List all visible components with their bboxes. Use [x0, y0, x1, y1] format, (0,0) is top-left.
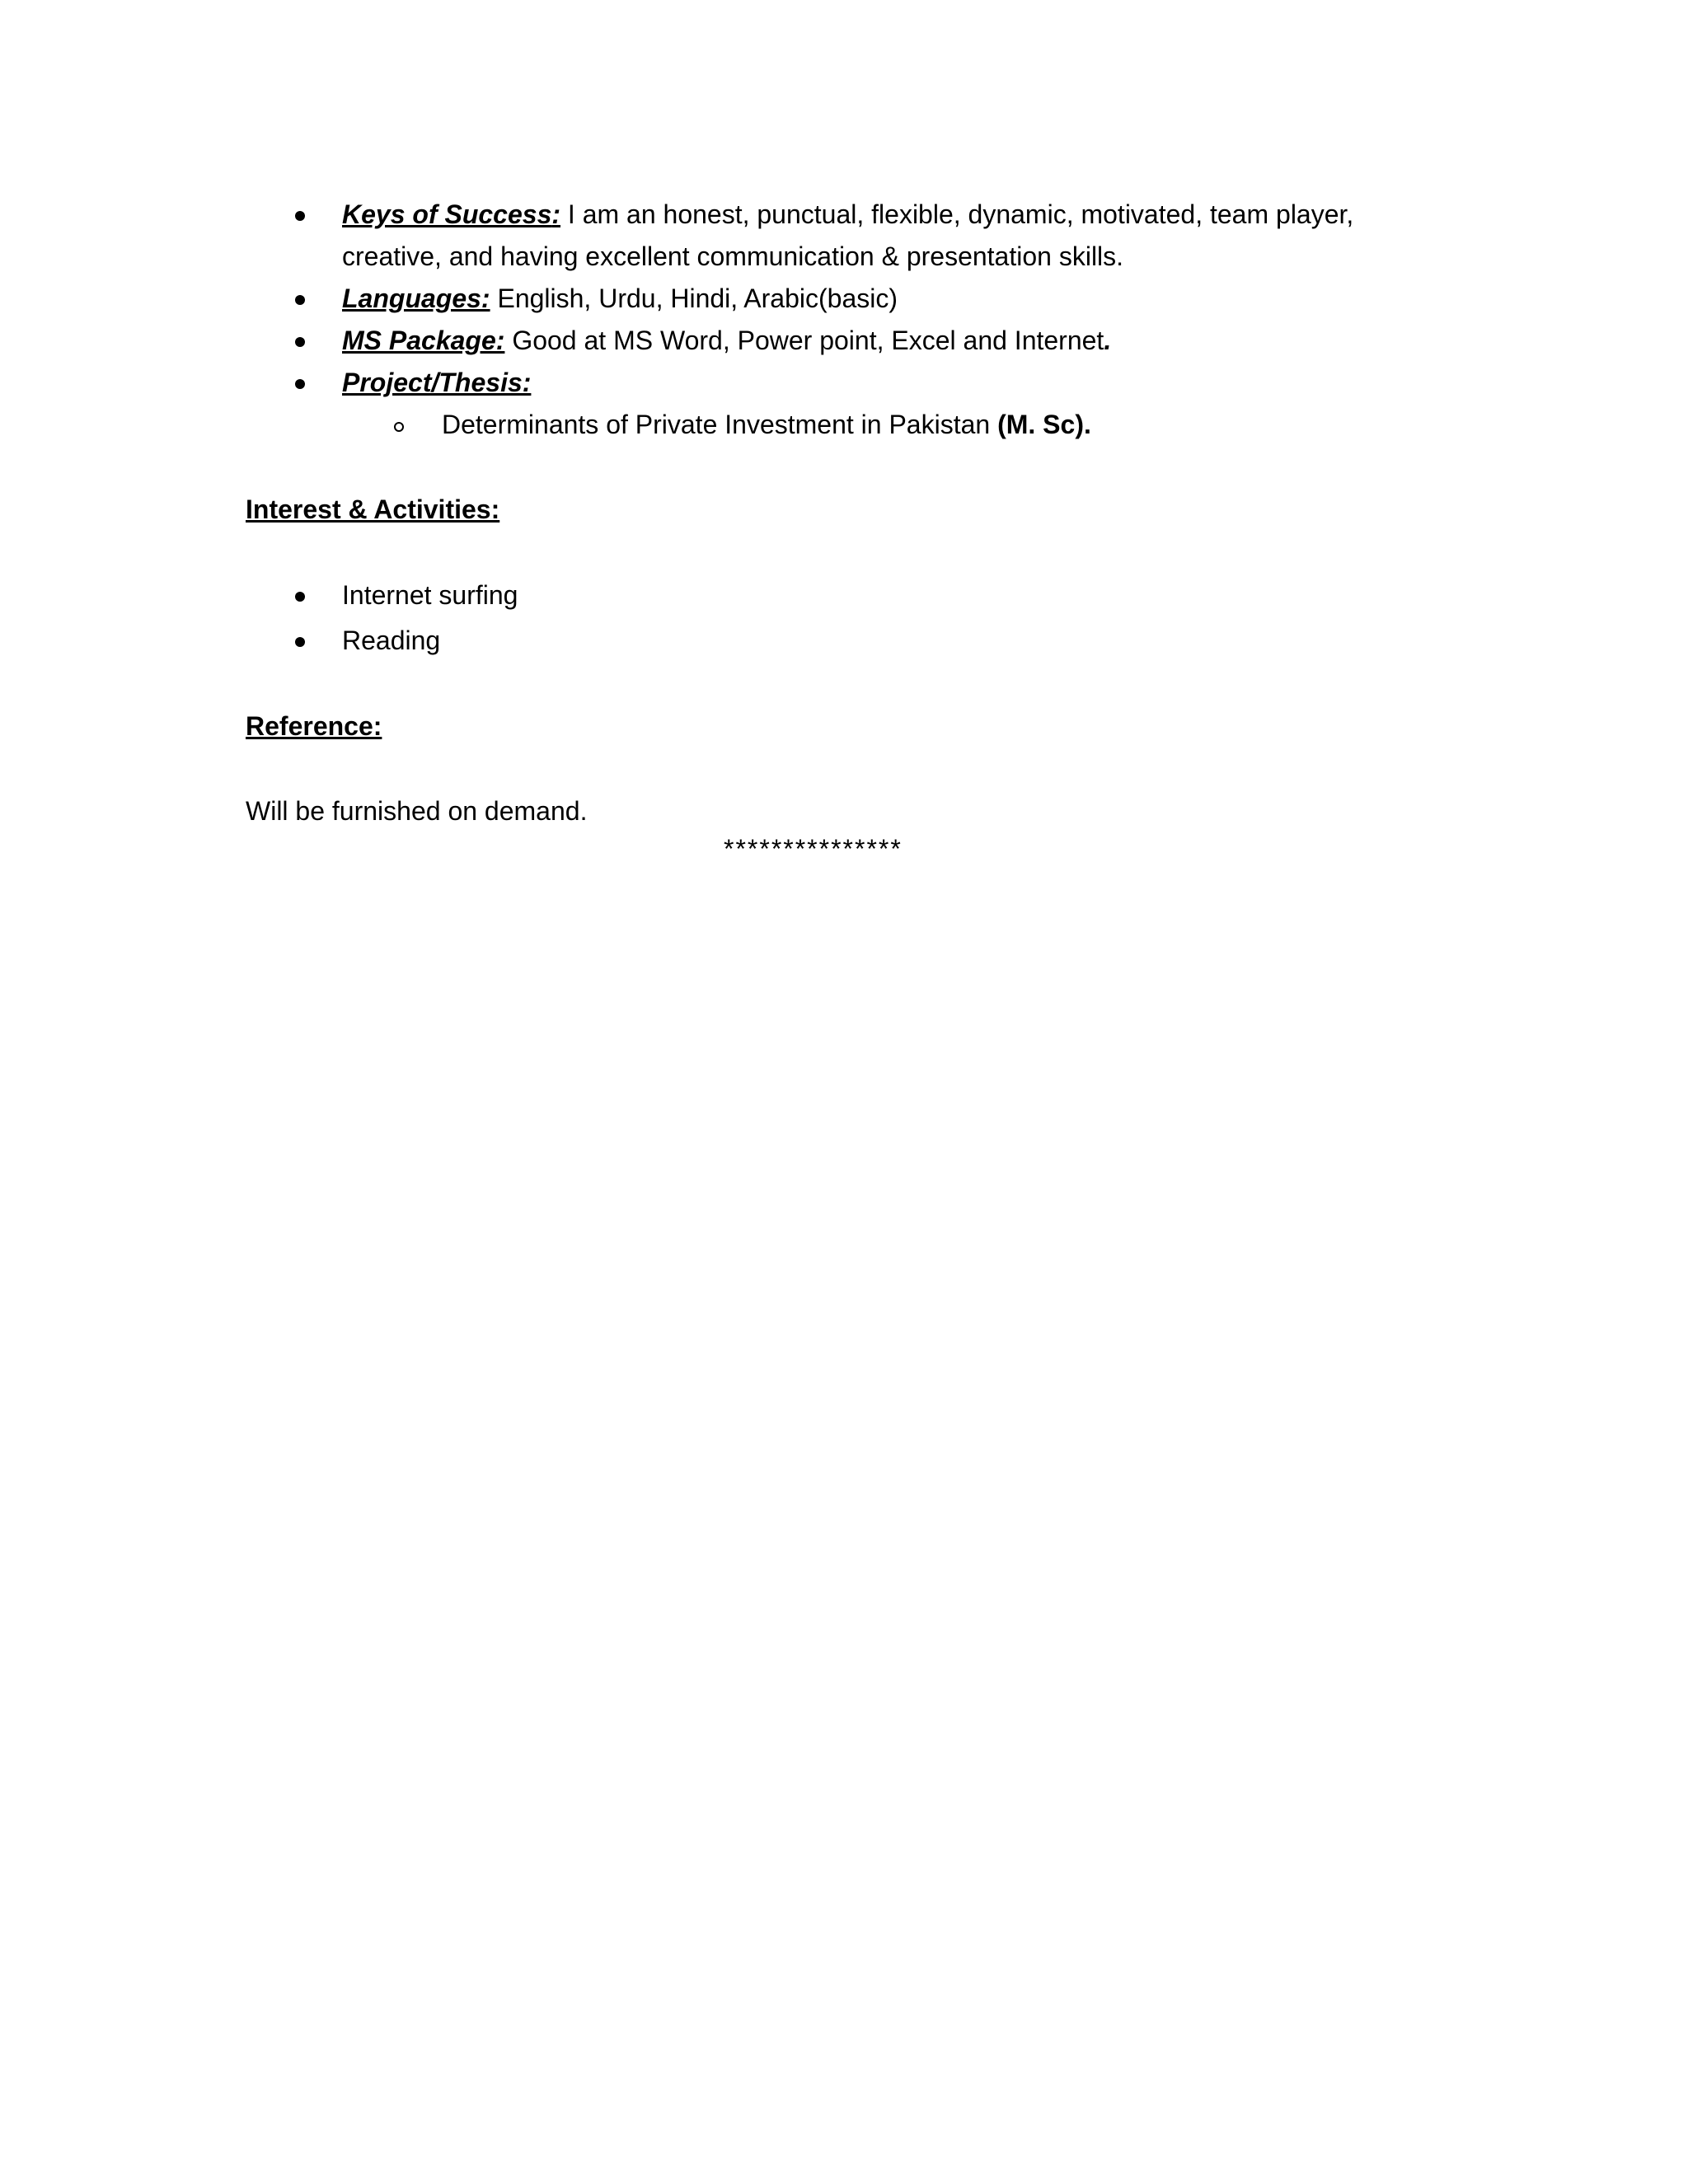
keys-of-success-text: I am an honest, punctual, flexible, dynamic, motivated, team player,	[560, 199, 1354, 229]
ms-package-text: Good at MS Word, Power point, Excel and Internet	[504, 326, 1104, 355]
project-thesis-label: Project/Thesis:	[342, 368, 532, 397]
keys-of-success-item	[342, 196, 1353, 232]
languages-text: English, Urdu, Hindi, Arabic(basic)	[490, 284, 898, 313]
thesis-degree: (M. Sc).	[997, 410, 1091, 439]
keys-of-success-colon: :	[551, 199, 561, 229]
interest-item: Reading	[342, 626, 441, 655]
reference-heading: Reference:	[246, 711, 382, 741]
ms-package-label: MS Package:	[342, 326, 505, 355]
interest-item: Internet surfing	[342, 580, 518, 610]
keys-of-success-continuation: creative, and having excellent communication & presentation skills.	[342, 241, 1124, 271]
end-marker: ***************	[724, 834, 903, 864]
interests-heading: Interest & Activities:	[246, 494, 500, 524]
languages-item	[342, 280, 898, 316]
bullet-icon	[295, 337, 305, 347]
languages-label: Languages:	[342, 284, 490, 313]
reference-text: Will be furnished on demand.	[246, 796, 588, 826]
bullet-icon	[295, 637, 305, 647]
keys-of-success-label: Keys of Success	[342, 199, 552, 229]
ms-package-end: .	[1104, 326, 1112, 355]
bullet-icon	[295, 211, 305, 221]
project-thesis-item	[342, 364, 531, 401]
ms-package-item	[342, 322, 1111, 359]
bullet-icon	[295, 592, 305, 602]
thesis-title: Determinants of Private Investment in Pakistan	[442, 410, 998, 439]
thesis-sub-item	[442, 406, 1091, 443]
bullet-icon	[295, 295, 305, 305]
circle-bullet-icon	[394, 422, 404, 432]
bullet-icon	[295, 379, 305, 389]
